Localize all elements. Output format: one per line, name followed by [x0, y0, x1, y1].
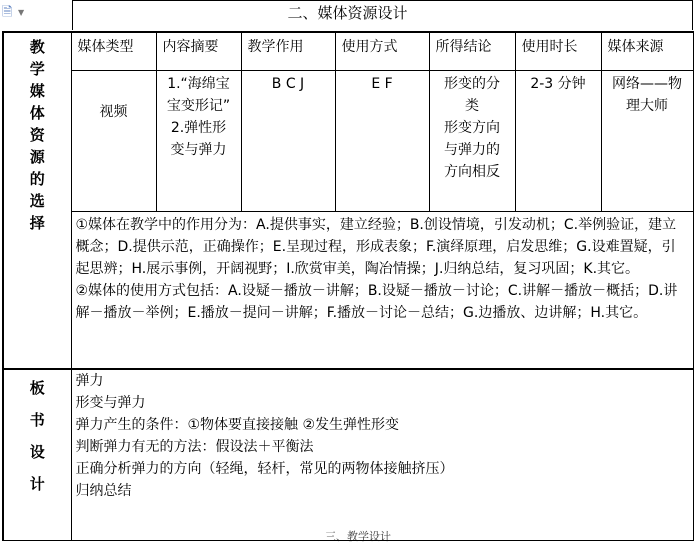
board-line: 形变与弹力	[75, 395, 146, 411]
notes-row	[3, 212, 693, 370]
document-icon[interactable]: 🗎	[2, 5, 13, 20]
frame-top-edge	[72, 0, 692, 1]
page-title: 二、媒体资源设计	[287, 4, 408, 22]
section-label: 教 学 媒 体 资 源 的 选 择	[3, 32, 71, 369]
cell-media-type: 视频	[71, 71, 156, 212]
table-row	[3, 71, 693, 212]
board-line: 弹力	[75, 373, 104, 389]
cell-duration: 2-3 分钟	[515, 71, 601, 212]
next-section-heading: 三、教学设计	[325, 530, 391, 543]
chevron-down-icon[interactable]: ▼	[18, 8, 25, 17]
notes-cell	[71, 212, 693, 370]
media-resource-table	[2, 31, 694, 541]
header-duration: 使用时长	[515, 32, 601, 71]
cell-content-summary: 1.“海绵宝 宝变形记” 2.弹性形 变与弹力	[156, 71, 241, 212]
cell-source: 网络——物 理大师	[601, 71, 693, 212]
header-teaching-role: 教学作用	[241, 32, 335, 71]
header-media-type: 媒体类型	[71, 32, 156, 71]
board-row	[3, 369, 693, 541]
cell-usage: E F	[335, 71, 429, 212]
header-usage: 使用方式	[335, 32, 429, 71]
header-source: 媒体来源	[601, 32, 693, 71]
header-row	[3, 32, 693, 71]
header-content-summary: 内容摘要	[156, 32, 241, 71]
cell-teaching-role: B C J	[241, 71, 335, 212]
board-line: 弹力产生的条件：①物体要直接接触 ②发生弹性形变	[75, 417, 400, 433]
cell-conclusion: 形变的分 类 形变方向 与弹力的 方向相反	[429, 71, 515, 212]
board-line: 归纳总结	[75, 483, 132, 499]
board-content	[71, 369, 693, 541]
board-line: 正确分析弹力的方向（轻绳，轻杆，常见的两物体接触挤压）	[75, 461, 454, 477]
board-line: 判断弹力有无的方法：假设法＋平衡法	[75, 439, 314, 455]
board-label: 板 书 设 计	[3, 369, 71, 541]
notes-roles: ①媒体在教学中的作用分为：A.提供事实，建立经验；B.创设情境，引发动机；C.举例验证，建立概念；D.提供示范，正确操作；E.呈现过程，形成表象；F.演绎原理，启发思维；G.设难置疑，引起思辨；H.展示事例，开阔视野；I.欣赏审美，陶冶情操；J.归纳总结，复习巩固；K.其它。	[75, 217, 677, 277]
header-conclusion: 所得结论	[429, 32, 515, 71]
notes-usage-methods: ②媒体的使用方式包括：A.设疑－播放－讲解；B.设疑－播放－讨论；C.讲解－播放－概括；D.讲解－播放－举例；E.播放－提问－讲解；F.播放－讨论－总结；G.边播放、边讲解；H.其它。	[75, 283, 678, 321]
